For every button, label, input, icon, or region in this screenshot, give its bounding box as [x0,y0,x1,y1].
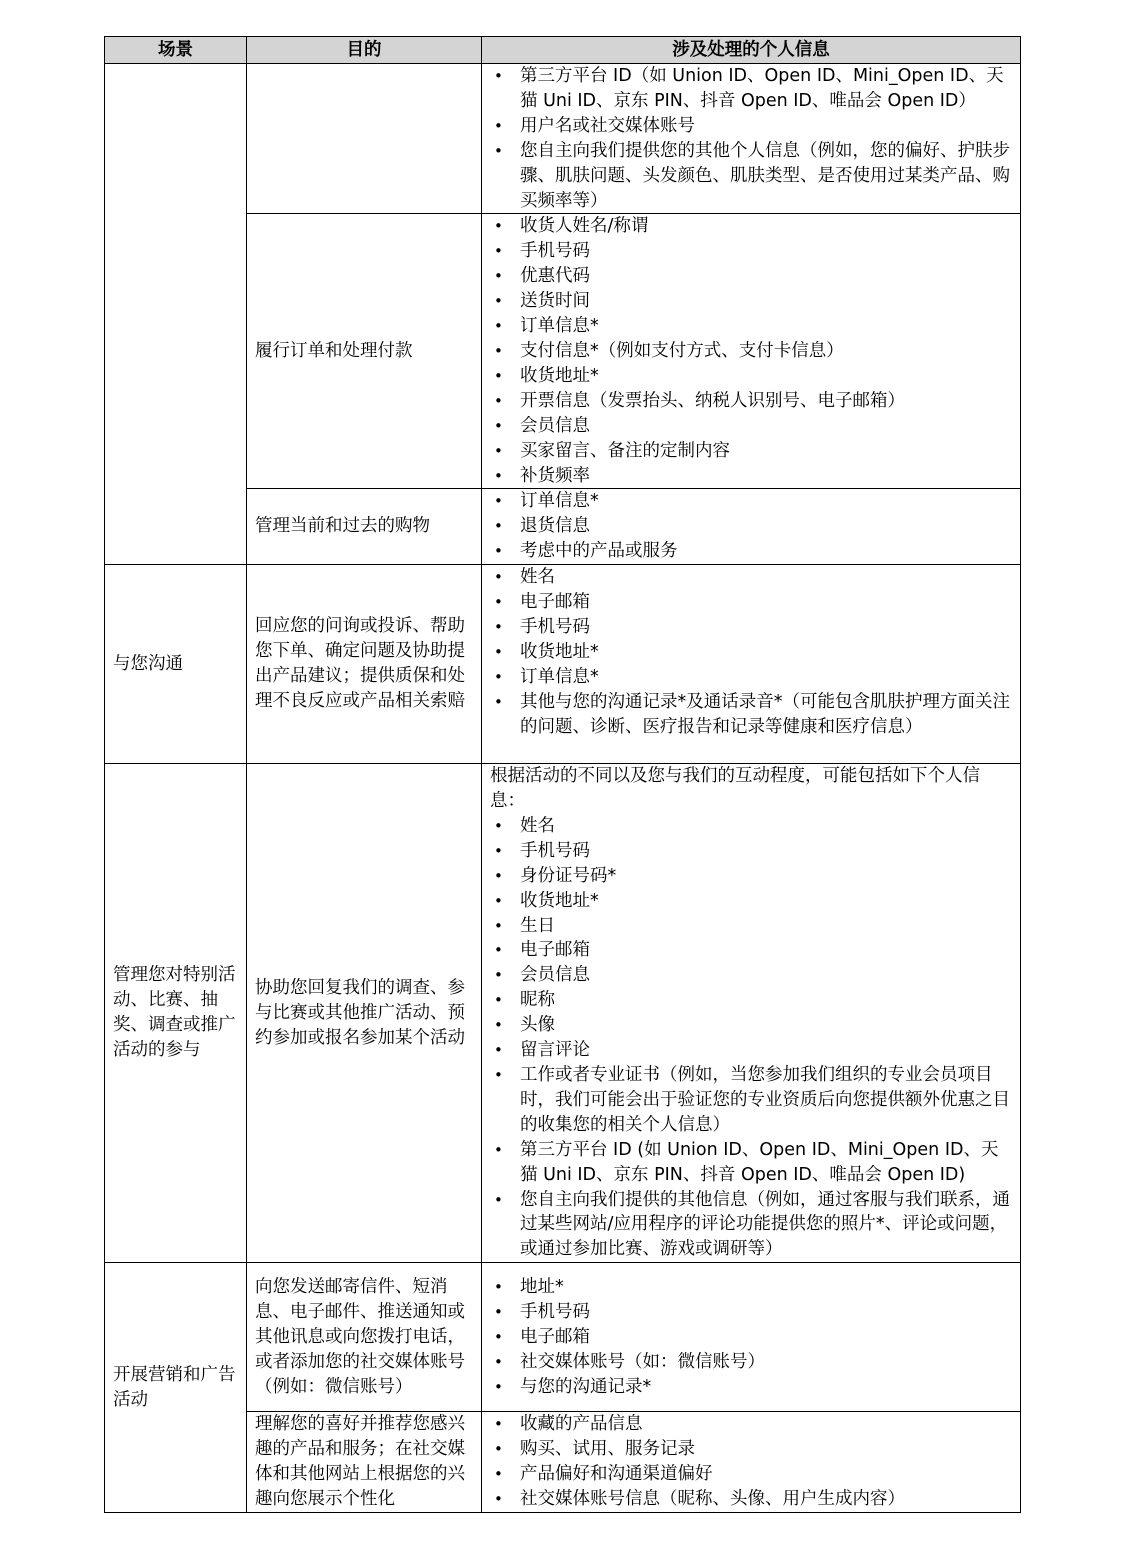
list-item: • 产品偏好和沟通渠道偏好 [490,1462,1012,1487]
list-item: • 社交媒体账号（如：微信账号） [490,1350,1012,1375]
list-item: • 考虑中的产品或服务 [490,539,1012,564]
info-cell [482,1263,1021,1412]
table-row [105,64,1021,214]
list-item: • 收藏的产品信息 [490,1412,1012,1437]
list-item: • 手机号码 [490,1300,1012,1325]
scene-cell: 管理您对特别活动、比赛、抽奖、调查或推广活动的参与 [105,764,247,1263]
list-item: • 第三方平台 ID（如 Union ID、Open ID、Mini_Open ID、天猫 Uni ID、京东 PIN、抖音 Open ID、唯品会 Open ID） [490,64,1012,114]
info-cell [482,1412,1021,1513]
purpose-cell: 履行订单和处理付款 [247,214,482,489]
list-item: • 电子邮箱 [490,1325,1012,1350]
list-item: • 购买、试用、服务记录 [490,1437,1012,1462]
list-item: • 支付信息*（例如支付方式、支付卡信息） [490,339,1012,364]
info-list [490,1412,1012,1512]
list-item: • 生日 [490,914,1012,939]
list-item: • 社交媒体账号信息（昵称、头像、用户生成内容） [490,1487,1012,1512]
info-list [490,565,1012,739]
info-list [490,489,1012,564]
list-item: • 收货地址* [490,640,1012,665]
info-intro: 根据活动的不同以及您与我们的互动程度，可能包括如下个人信息： [490,766,980,812]
scene-cell: 开展营销和广告活动 [105,1263,247,1513]
table-header-row [105,37,1021,64]
header-info: 涉及处理的个人信息 [482,37,1021,64]
list-item: • 昵称 [490,988,1012,1013]
table-row [105,565,1021,764]
list-item: • 电子邮箱 [490,590,1012,615]
table-row [105,764,1021,1263]
list-item: • 收货人姓名/称谓 [490,214,1012,239]
list-item: • 订单信息* [490,489,1012,514]
purpose-cell: 管理当前和过去的购物 [247,489,482,565]
list-item: • 订单信息* [490,314,1012,339]
list-item: • 收货地址* [490,889,1012,914]
list-item: • 电子邮箱 [490,938,1012,963]
info-cell [482,64,1021,214]
info-list [490,814,1012,1262]
info-list [490,214,1012,488]
list-item: • 手机号码 [490,615,1012,640]
header-purpose: 目的 [247,37,482,64]
info-cell [482,764,1021,1263]
purpose-cell: 理解您的喜好并推荐您感兴趣的产品和服务；在社交媒体和其他网站上根据您的兴趣向您展示个性化 [247,1412,482,1513]
list-item: • 买家留言、备注的定制内容 [490,439,1012,464]
purpose-cell: 向您发送邮寄信件、短消息、电子邮件、推送通知或其他讯息或向您拨打电话，或者添加您的社交媒体账号（例如：微信账号） [247,1263,482,1412]
personal-info-table [104,36,1021,1513]
scene-cell: 与您沟通 [105,565,247,764]
list-item: • 地址* [490,1275,1012,1300]
list-item: • 退货信息 [490,514,1012,539]
list-item: • 会员信息 [490,414,1012,439]
list-item: • 订单信息* [490,665,1012,690]
list-item: • 手机号码 [490,239,1012,264]
list-item: • 会员信息 [490,963,1012,988]
list-item: • 其他与您的沟通记录*及通话录音*（可能包含肌肤护理方面关注的问题、诊断、医疗报告和记录等健康和医疗信息） [490,690,1012,740]
list-item: • 您自主向我们提供的其他信息（例如，通过客服与我们联系，通过某些网站/应用程序的评论功能提供您的照片*、评论或问题，或通过参加比赛、游戏或调研等） [490,1188,1012,1263]
info-cell [482,565,1021,764]
list-item: • 补货频率 [490,464,1012,489]
info-cell [482,489,1021,565]
list-item: • 手机号码 [490,839,1012,864]
list-item: • 开票信息（发票抬头、纳税人识别号、电子邮箱） [490,389,1012,414]
list-item: • 送货时间 [490,289,1012,314]
list-item: • 优惠代码 [490,264,1012,289]
info-cell [482,214,1021,489]
list-item: • 与您的沟通记录* [490,1375,1012,1400]
list-item: • 姓名 [490,814,1012,839]
info-list [490,1275,1012,1400]
purpose-cell: 回应您的问询或投诉、帮助您下单、确定问题及协助提出产品建议；提供质保和处理不良反应或产品相关索赔 [247,565,482,764]
document-page [104,36,1021,1513]
list-item: • 工作或者专业证书（例如，当您参加我们组织的专业会员项目时，我们可能会出于验证您的专业资质后向您提供额外优惠之目的收集您的相关个人信息） [490,1063,1012,1138]
list-item: • 头像 [490,1013,1012,1038]
scene-cell [105,64,247,565]
purpose-cell [247,64,482,214]
list-item: • 第三方平台 ID (如 Union ID、Open ID、Mini_Open ID、天猫 Uni ID、京东 PIN、抖音 Open ID、唯品会 Open ID) [490,1138,1012,1188]
header-scene: 场景 [105,37,247,64]
list-item: • 留言评论 [490,1038,1012,1063]
table-row [105,1263,1021,1412]
list-item: • 收货地址* [490,364,1012,389]
list-item: • 姓名 [490,565,1012,590]
list-item: • 用户名或社交媒体账号 [490,114,1012,139]
purpose-cell: 协助您回复我们的调查、参与比赛或其他推广活动、预约参加或报名参加某个活动 [247,764,482,1263]
list-item: • 您自主向我们提供您的其他个人信息（例如，您的偏好、护肤步骤、肌肤问题、头发颜色、肌肤类型、是否使用过某类产品、购买频率等） [490,139,1012,214]
info-list [490,64,1012,213]
list-item: • 身份证号码* [490,864,1012,889]
